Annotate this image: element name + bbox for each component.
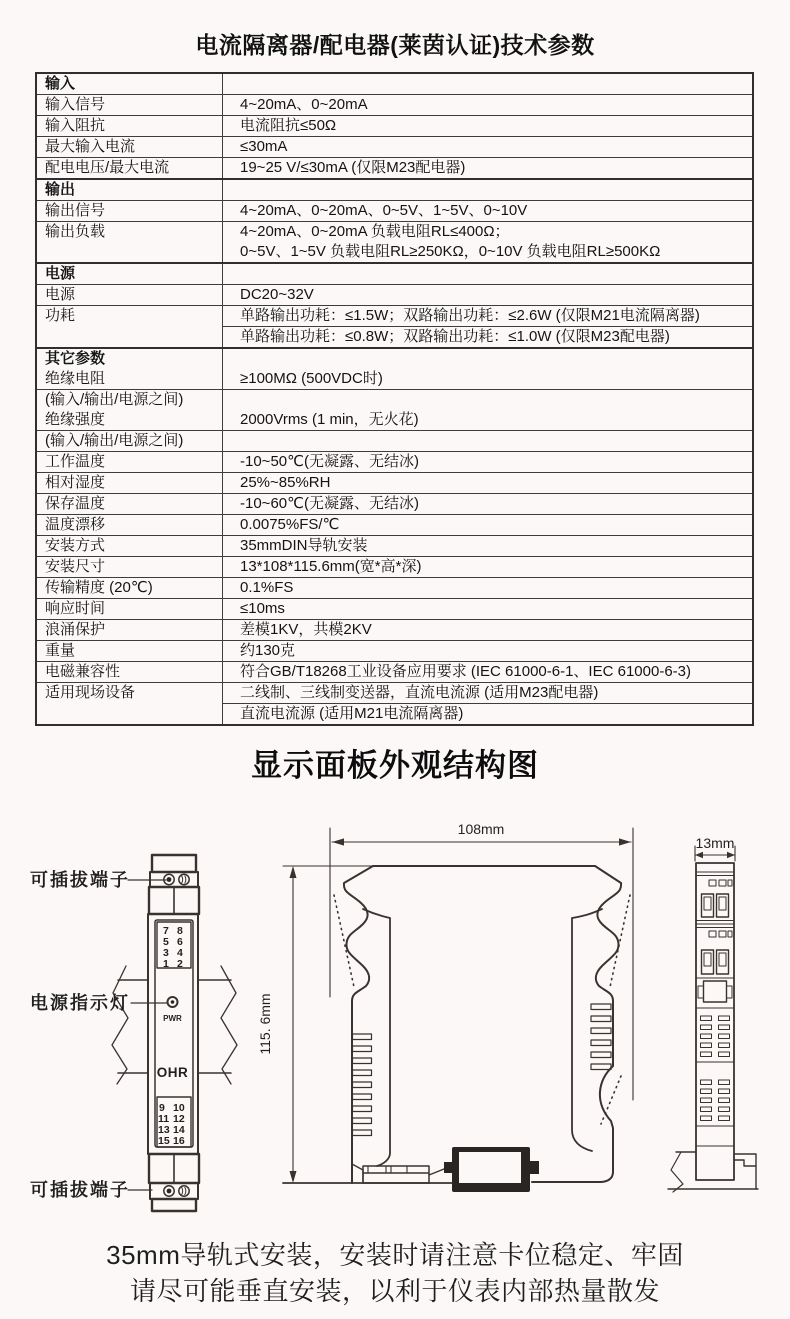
row-value: 19~25 V/≤30mA (仅限M23配电器): [240, 159, 466, 176]
row-value: 4~20mA、0~20mA 负载电阻RL≤400Ω； 0~5V、1~5V 负载电阻RL≥250KΩ，0~10V 负载电阻RL≥500KΩ: [240, 223, 661, 260]
row-label: 电源: [37, 264, 223, 284]
row-value: 4~20mA、0~20mA、0~5V、1~5V、0~10V: [240, 202, 528, 219]
row-value: 0.1%FS: [240, 579, 294, 596]
row-value: 2000Vrms (1 min，无火花): [240, 411, 419, 428]
row-label: 配电电压/最大电流: [37, 158, 223, 178]
dimension-108mm: [330, 828, 633, 1100]
svg-text:1: 1: [163, 958, 169, 970]
row-label: 重量: [37, 641, 223, 661]
row-value: 0.0075%FS/℃: [240, 516, 340, 533]
row-value: 13*108*115.6mm(宽*高*深): [240, 558, 422, 575]
table-row: [37, 577, 752, 598]
table-row: [37, 661, 752, 682]
side-view-texts: [257, 821, 504, 1055]
row-value: -10~60℃(无凝露、无结冰): [240, 495, 419, 512]
module-side-outline: [334, 866, 630, 1183]
row-label: 电磁兼容性: [37, 662, 223, 682]
table-row: [37, 682, 752, 724]
svg-text:4: 4: [177, 947, 183, 959]
end-vent-slots: [701, 1016, 730, 1121]
terminal-numbers-bottom: [158, 1102, 185, 1147]
end-view-drawing: [668, 846, 758, 1192]
dim-115mm-label: 115. 6mm: [257, 993, 273, 1055]
svg-text:3: 3: [163, 947, 169, 959]
row-label: 安装方式: [37, 536, 223, 556]
structure-drawings: [0, 798, 790, 1220]
row-label: 输出信号: [37, 201, 223, 221]
spec-table: [35, 72, 754, 726]
svg-text:9: 9: [159, 1102, 165, 1114]
row-label: 功耗: [37, 306, 223, 347]
table-row: [37, 514, 752, 535]
dim-108mm-label: 108mm: [457, 821, 505, 837]
row-value: [223, 431, 752, 451]
side-view-drawing: [283, 828, 633, 1192]
row-value: 约130克: [240, 642, 296, 659]
row-value: 4~20mA、0~20mA: [240, 96, 368, 113]
ohr-logo: OHR: [156, 1065, 189, 1080]
table-row: [37, 178, 752, 200]
table-row: [37, 430, 752, 451]
table-row: [37, 493, 752, 514]
svg-text:14: 14: [173, 1124, 185, 1136]
row-value: 符合GB/T18268工业设备应用要求 (IEC 61000-6-1、IEC 61000-6-3): [240, 663, 691, 680]
svg-text:8: 8: [177, 925, 183, 937]
table-row: [37, 472, 752, 493]
svg-text:11: 11: [158, 1113, 170, 1125]
row-label: 温度漂移: [37, 515, 223, 535]
table-row: [37, 221, 752, 262]
front-view-drawing: [112, 855, 237, 1211]
svg-text:16: 16: [173, 1135, 185, 1147]
vent-slots-left: [353, 1034, 372, 1136]
page-title: 电流隔离器/配电器(莱茵认证)技术参数: [195, 32, 595, 58]
svg-text:13: 13: [158, 1124, 170, 1136]
row-value: 单路输出功耗：≤1.5W；双路输出功耗：≤2.6W (仅限M21电流隔离器) 单路输出功耗：≤0.8W；双路输出功耗：≤1.0W (仅限M23配电器): [223, 306, 752, 347]
row-label: 输入阻抗: [37, 116, 223, 136]
row-label: (输入/输出/电源之间) 绝缘强度: [37, 390, 223, 430]
structure-section-title: 显示面板外观结构图: [251, 748, 539, 783]
row-label: 传输精度 (20℃): [37, 578, 223, 598]
row-value: -10~50℃(无凝露、无结冰): [240, 453, 419, 470]
svg-text:5: 5: [163, 936, 169, 948]
row-value: 电流阻抗≤50Ω: [240, 117, 337, 134]
dim-13mm-label: 13mm: [695, 835, 735, 851]
pwr-label: PWR: [163, 1014, 182, 1023]
table-row: [37, 389, 752, 430]
module-front-body: [148, 855, 199, 1211]
row-value: [223, 180, 752, 200]
table-row: [37, 136, 752, 157]
table-row: [37, 556, 752, 577]
table-row: [37, 619, 752, 640]
svg-text:12: 12: [173, 1113, 185, 1125]
row-value: ≤30mA: [240, 138, 288, 155]
table-row: [37, 535, 752, 556]
terminal-numbers-top: [163, 925, 183, 970]
row-label: 其它参数 绝缘电阻: [37, 349, 223, 389]
vent-slots-right: [591, 1004, 611, 1070]
row-value: DC20~32V: [240, 286, 314, 303]
table-row: [37, 347, 752, 389]
svg-text:10: 10: [173, 1102, 185, 1114]
row-value: ≤10ms: [240, 600, 285, 617]
install-note-line2: 请尽可能垂直安装，以利于仪表内部热量散发: [129, 1276, 660, 1306]
svg-text:15: 15: [158, 1135, 170, 1147]
table-row: [37, 640, 752, 661]
table-row: [37, 74, 752, 94]
row-label: 最大输入电流: [37, 137, 223, 157]
end-view-rail: [668, 1152, 758, 1192]
row-label: 响应时间: [37, 599, 223, 619]
row-label: (输入/输出/电源之间): [37, 431, 223, 451]
module-end-body: [696, 863, 734, 1180]
row-value: [223, 264, 752, 284]
svg-text:6: 6: [177, 936, 183, 948]
label-pluggable-terminal-top: 可插拔端子: [30, 870, 130, 890]
front-view-texts: [30, 869, 188, 1200]
row-value: 二线制、三线制变送器，直流电流源 (适用M23配电器) 直流电流源 (适用M21电流隔离器): [223, 683, 752, 724]
din-clip-assembly: [283, 1147, 539, 1192]
row-label: 相对湿度: [37, 473, 223, 493]
table-row: [37, 305, 752, 347]
row-label: 安装尺寸: [37, 557, 223, 577]
svg-text:2: 2: [177, 958, 183, 970]
row-label: 输入信号: [37, 95, 223, 115]
row-value: ≥100MΩ (500VDC时): [240, 370, 383, 387]
row-label: 浪涌保护: [37, 620, 223, 640]
end-view-texts: [696, 835, 735, 851]
label-power-indicator: 电源指示灯: [30, 993, 130, 1013]
table-row: [37, 284, 752, 305]
table-row: [37, 157, 752, 178]
row-label: 适用现场设备: [37, 683, 223, 724]
label-pluggable-terminal-bottom: 可插拔端子: [30, 1180, 130, 1200]
table-row: [37, 262, 752, 284]
row-label: 输出负载: [37, 222, 223, 262]
install-note-line1: 35mm导轨式安装，安装时请注意卡位稳定、牢固: [106, 1240, 684, 1270]
table-row: [37, 598, 752, 619]
row-value: 25%~85%RH: [240, 474, 331, 491]
row-label: 电源: [37, 285, 223, 305]
table-row: [37, 451, 752, 472]
row-label: 工作温度: [37, 452, 223, 472]
row-value: [223, 74, 752, 94]
table-row: [37, 115, 752, 136]
row-label: 输出: [37, 180, 223, 200]
row-value: 35mmDIN导轨安装: [240, 537, 368, 554]
row-value: 差模1KV，共模2KV: [240, 621, 372, 638]
row-label: 保存温度: [37, 494, 223, 514]
table-row: [37, 200, 752, 221]
svg-text:7: 7: [163, 925, 169, 937]
table-row: [37, 94, 752, 115]
row-label: 输入: [37, 74, 223, 94]
